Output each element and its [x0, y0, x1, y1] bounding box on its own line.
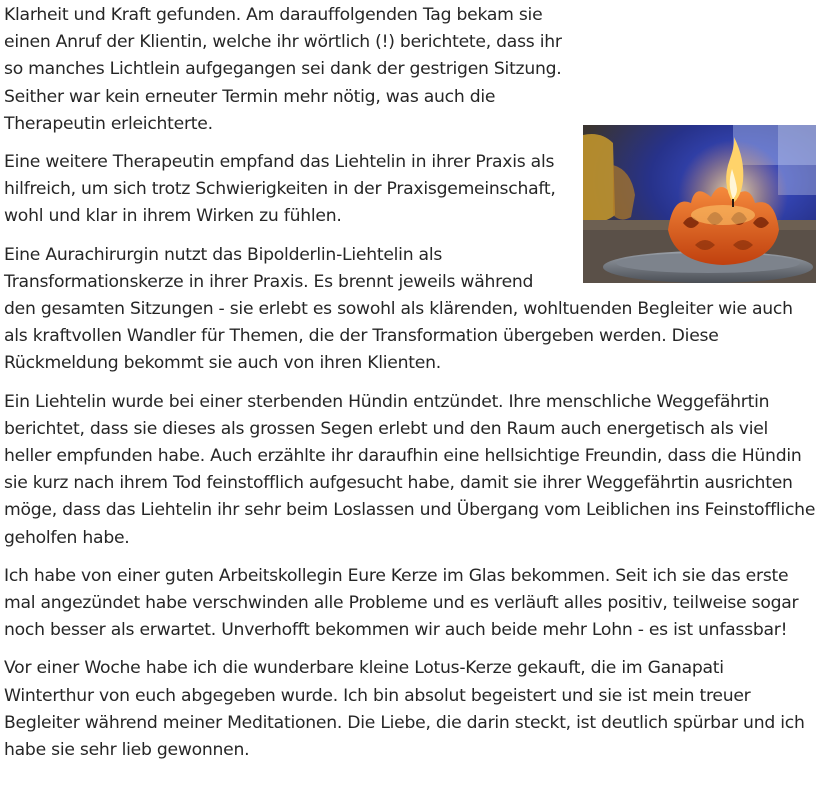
lotus-candle-image	[583, 125, 816, 283]
paragraph-5: Ich habe von einer guten Arbeitskollegin Eure Kerze im Glas bekommen. Seit ich sie das erste mal angezündet habe verschwinden alle Probleme und es verläuft alles positiv, teilweise sogar noch besser als erwartet. Unverhofft bekommen wir auch beide mehr Lohn - es ist unfassbar!	[4, 565, 799, 641]
testimonial-text	[4, 2, 816, 775]
lotus-candle-photo-icon	[583, 125, 816, 283]
paragraph-4: Ein Liehtelin wurde bei einer sterbenden Hündin entzündet. Ihre menschliche Weggefährtin berichtet, dass sie dieses als grossen Segen erlebt und den Raum auch energetisch als viel heller empfunden habe. Auch erzählte ihr daraufhin eine hellsichtige Freundin, dass die Hündin sie kurz nach ihrem Tod feinstofflich aufgesucht habe, damit sie ihrer Weggefährtin ausrichten möge, dass das Liehtelin ihr sehr beim Loslassen und Übergang vom Leiblichen ins Feinstoffliche geholfen habe.	[4, 391, 816, 548]
paragraph-6: Vor einer Woche habe ich die wunderbare kleine Lotus-Kerze gekauft, die im Ganapati Winterthur von euch abgegeben wurde. Ich bin absolut begeistert und sie ist mein treuer Begleiter während meiner Meditationen. Die Liebe, die darin steckt, ist deutlich spürbar und ich habe sie sehr lieb gewonnen.	[4, 658, 805, 761]
paragraph-3: Eine Aurachirurgin nutzt das Bipolderlin-Liehtelin als Transformationskerze in ihrer Praxis. Es brennt jeweils während den gesamten Sitzungen - sie erlebt es sowohl als klärenden, wohltuenden Begleiter wie auch als kraftvollen Wandler für Themen, die der Transformation übergeben werden. Diese Rückmeldung bekommt sie auch von ihren Klienten.	[4, 244, 793, 374]
paragraph-2: Eine weitere Therapeutin empfand das Liehtelin in ihrer Praxis als hilfreich, um sich trotz Schwierigkeiten in der Praxisgemeinschaft, wohl und klar in ihrem Wirken zu fühlen.	[4, 152, 556, 227]
paragraph-1: Klarheit und Kraft gefunden. Am darauffolgenden Tag bekam sie einen Anruf der Klientin, welche ihr wörtlich (!) berichtete, dass ihr so manches Lichtlein aufgegangen sei dank der gestrigen Sitzung. Seither war kein erneuter Termin mehr nötig, was auch die Therapeutin erleichterte.	[4, 5, 562, 134]
